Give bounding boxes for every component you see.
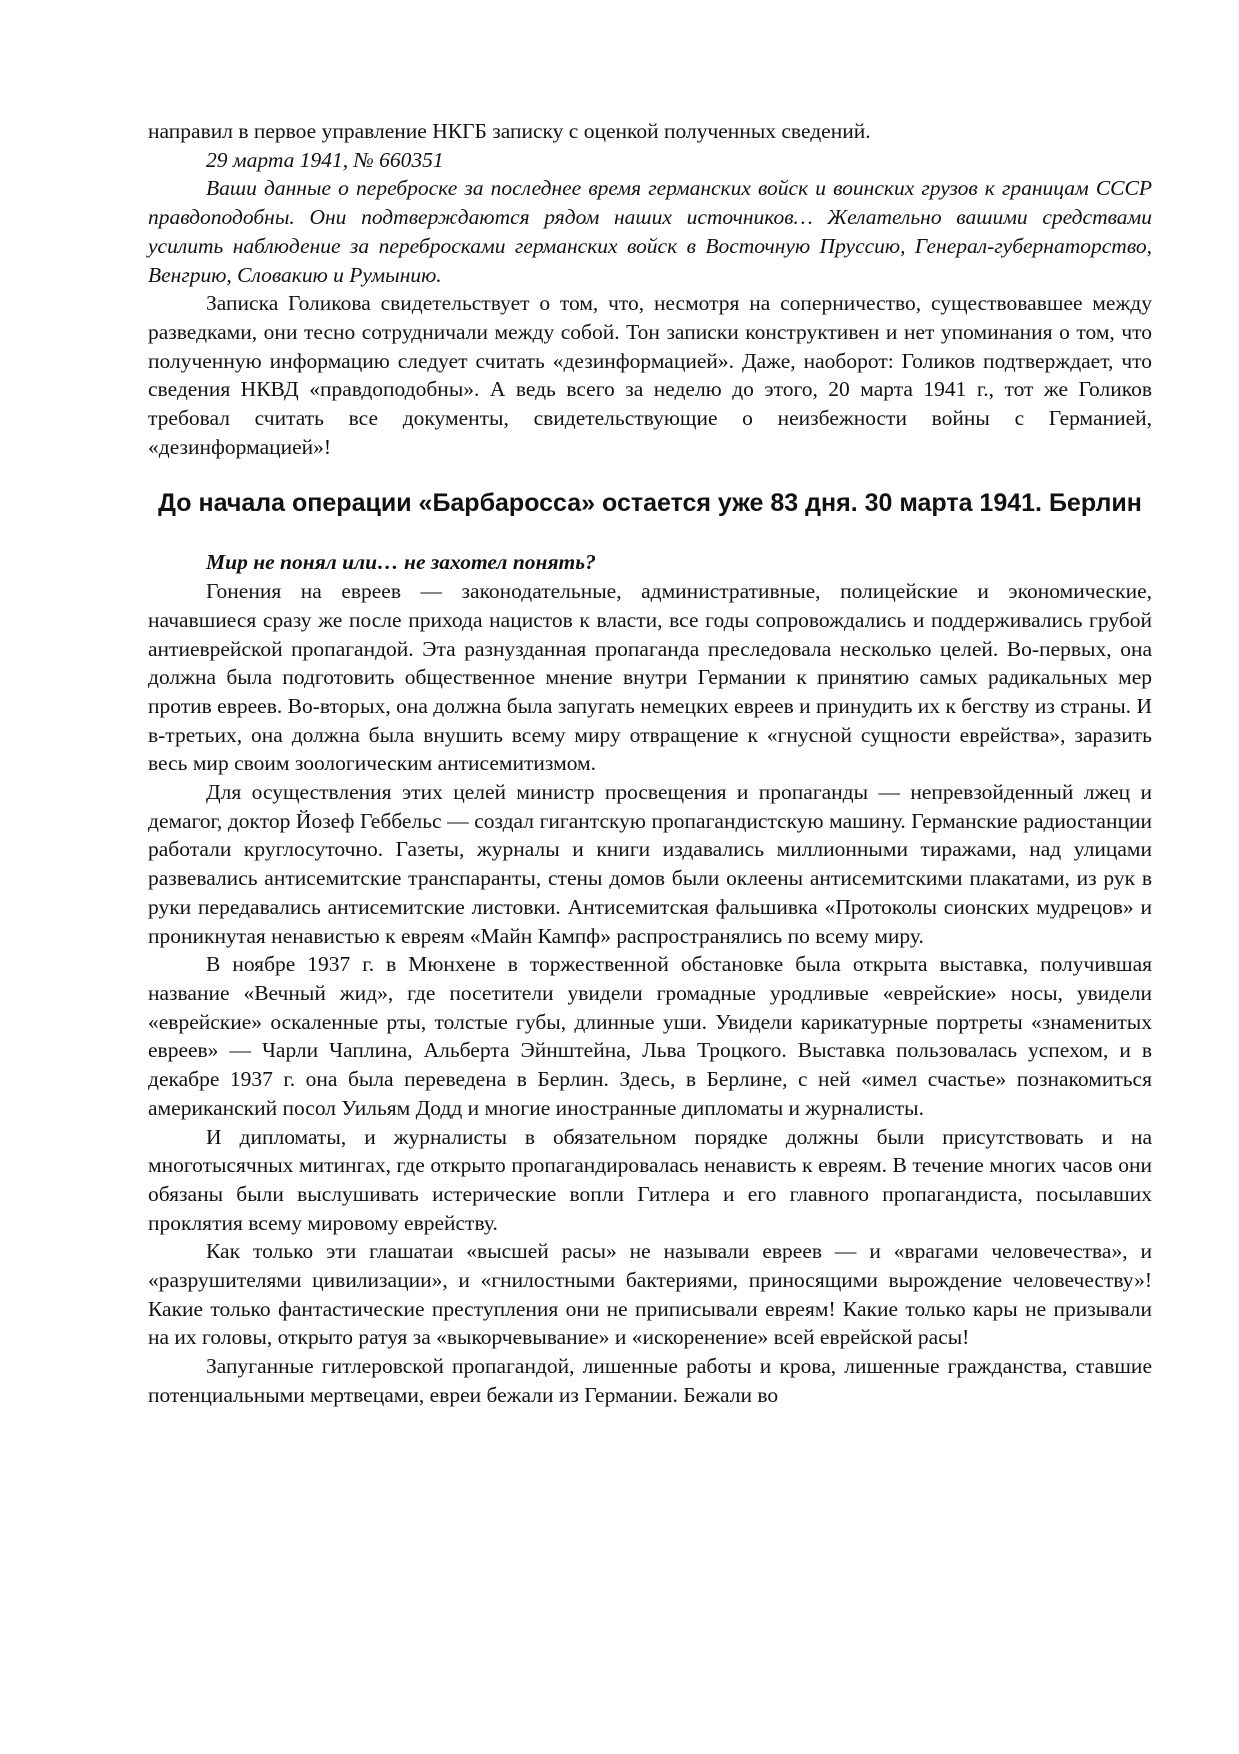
paragraph: Для осуществления этих целей министр просвещения и пропаганды — непревзойденный лжец и демагог, доктор Йозеф Геббельс — создал гигантскую пропагандистскую машину. Германские радиостанции работали круглосуточно. Газеты, журналы и книги издавались миллионными тиражами, над улицами развевались антисемитские транспаранты, стены домов были оклеены антисемитскими плакатами, из рук в руки передавались антисемитские листовки. Антисемитская фальшивка «Протоколы сионских мудрецов» и проникнутая ненавистью к евреям «Майн Кампф» распространялись по всему миру. [148, 780, 1152, 948]
paragraph: Как только эти глашатаи «высшей расы» не называли евреев — и «врагами человечества», и «разрушителями цивилизации», и «гнилостными бактериями, приносящими вырождение человечеству»! Какие только фантастические преступления они не приписывали евреям! Какие только кары не призывали на их головы, открыто ратуя за «выкорчевывание» и «искоренение» всей еврейской расы! [148, 1239, 1152, 1350]
paragraph: направил в первое управление НКГБ записку с оценкой полученных сведений. [148, 119, 871, 143]
paragraph: Запуганные гитлеровской пропагандой, лишенные работы и крова, лишенные гражданства, ставшие потенциальными мертвецами, евреи бежали из Германии. Бежали во [148, 1354, 1152, 1407]
paragraph: В ноябре 1937 г. в Мюнхене в торжественной обстановке была открыта выставка, получившая название «Вечный жид», где посетители увидели громадные уродливые «еврейские» носы, увидели «еврейские» оскаленные рты, толстые губы, длинные уши. Увидели карикатурные портреты «знаменитых евреев» — Чарли Чаплина, Альберта Эйнштейна, Льва Троцкого. Выставка пользовалась успехом, и в декабре 1937 г. она была переведена в Берлин. Здесь, в Берлине, с ней «имел счастье» познакомиться американский посол Уильям Додд и многие иностранные дипломаты и журналисты. [148, 952, 1152, 1120]
dated-reference: 29 марта 1941, № 660351 [206, 147, 444, 172]
paragraph: И дипломаты, и журналисты в обязательном порядке должны были присутствовать и на многотысячных митингах, где открыто пропагандировалась ненависть к евреям. В течение многих часов они обязаны были выслушивать истерические вопли Гитлера и его главного пропагандиста, посылавших проклятия всему мировому еврейству. [148, 1124, 1152, 1235]
paragraph: Гонения на евреев — законодательные, административные, полицейские и экономические, начавшиеся сразу же после прихода нацистов к власти, все годы сопровождались и поддерживались грубой антиеврейской пропагандой. Эта разнузданная пропаганда преследовала несколько целей. Во-первых, она должна была подготовить общественное мнение внутри Германии к принятию самых радикальных мер против евреев. Во-вторых, она должна была запугать немецких евреев и принудить их к бегству из страны. И в-третьих, она должна была внушить всему миру отвращение к «гнусной сущности еврейства», заразить весь мир своим зоологическим антисемитизмом. [148, 579, 1152, 776]
section-subheading: Мир не понял или… не захотел понять? [206, 550, 596, 575]
paragraph: Записка Голикова свидетельствует о том, что, несмотря на соперничество, существовавшее между разведками, они тесно сотрудничали между собой. Тон записки конструктивен и нет упоминания о том, что полученную информацию следует считать «дезинформацией». Даже, наоборот: Голиков подтверждает, что сведения НКВД «правдоподобны». А ведь всего за неделю до этого, 20 марта 1941 г., тот же Голиков требовал считать все документы, свидетельствующие о неизбежности войны с Германией, «дезинформацией»! [148, 291, 1152, 459]
quoted-note: Ваши данные о переброске за последнее время германских войск и воинских грузов к границам СССР правдоподобны. Они подтверждаются рядом наших источников… Желательно вашими средствами усилить наблюдение за перебросками германских войск в Восточную Пруссию, Генерал-губернаторство, Венгрию, Словакию и Румынию. [148, 176, 1152, 287]
document-page [148, 117, 1152, 1410]
section-heading: До начала операции «Барбаросса» остается уже 83 дня. 30 марта 1941. Берлин [158, 489, 1142, 518]
